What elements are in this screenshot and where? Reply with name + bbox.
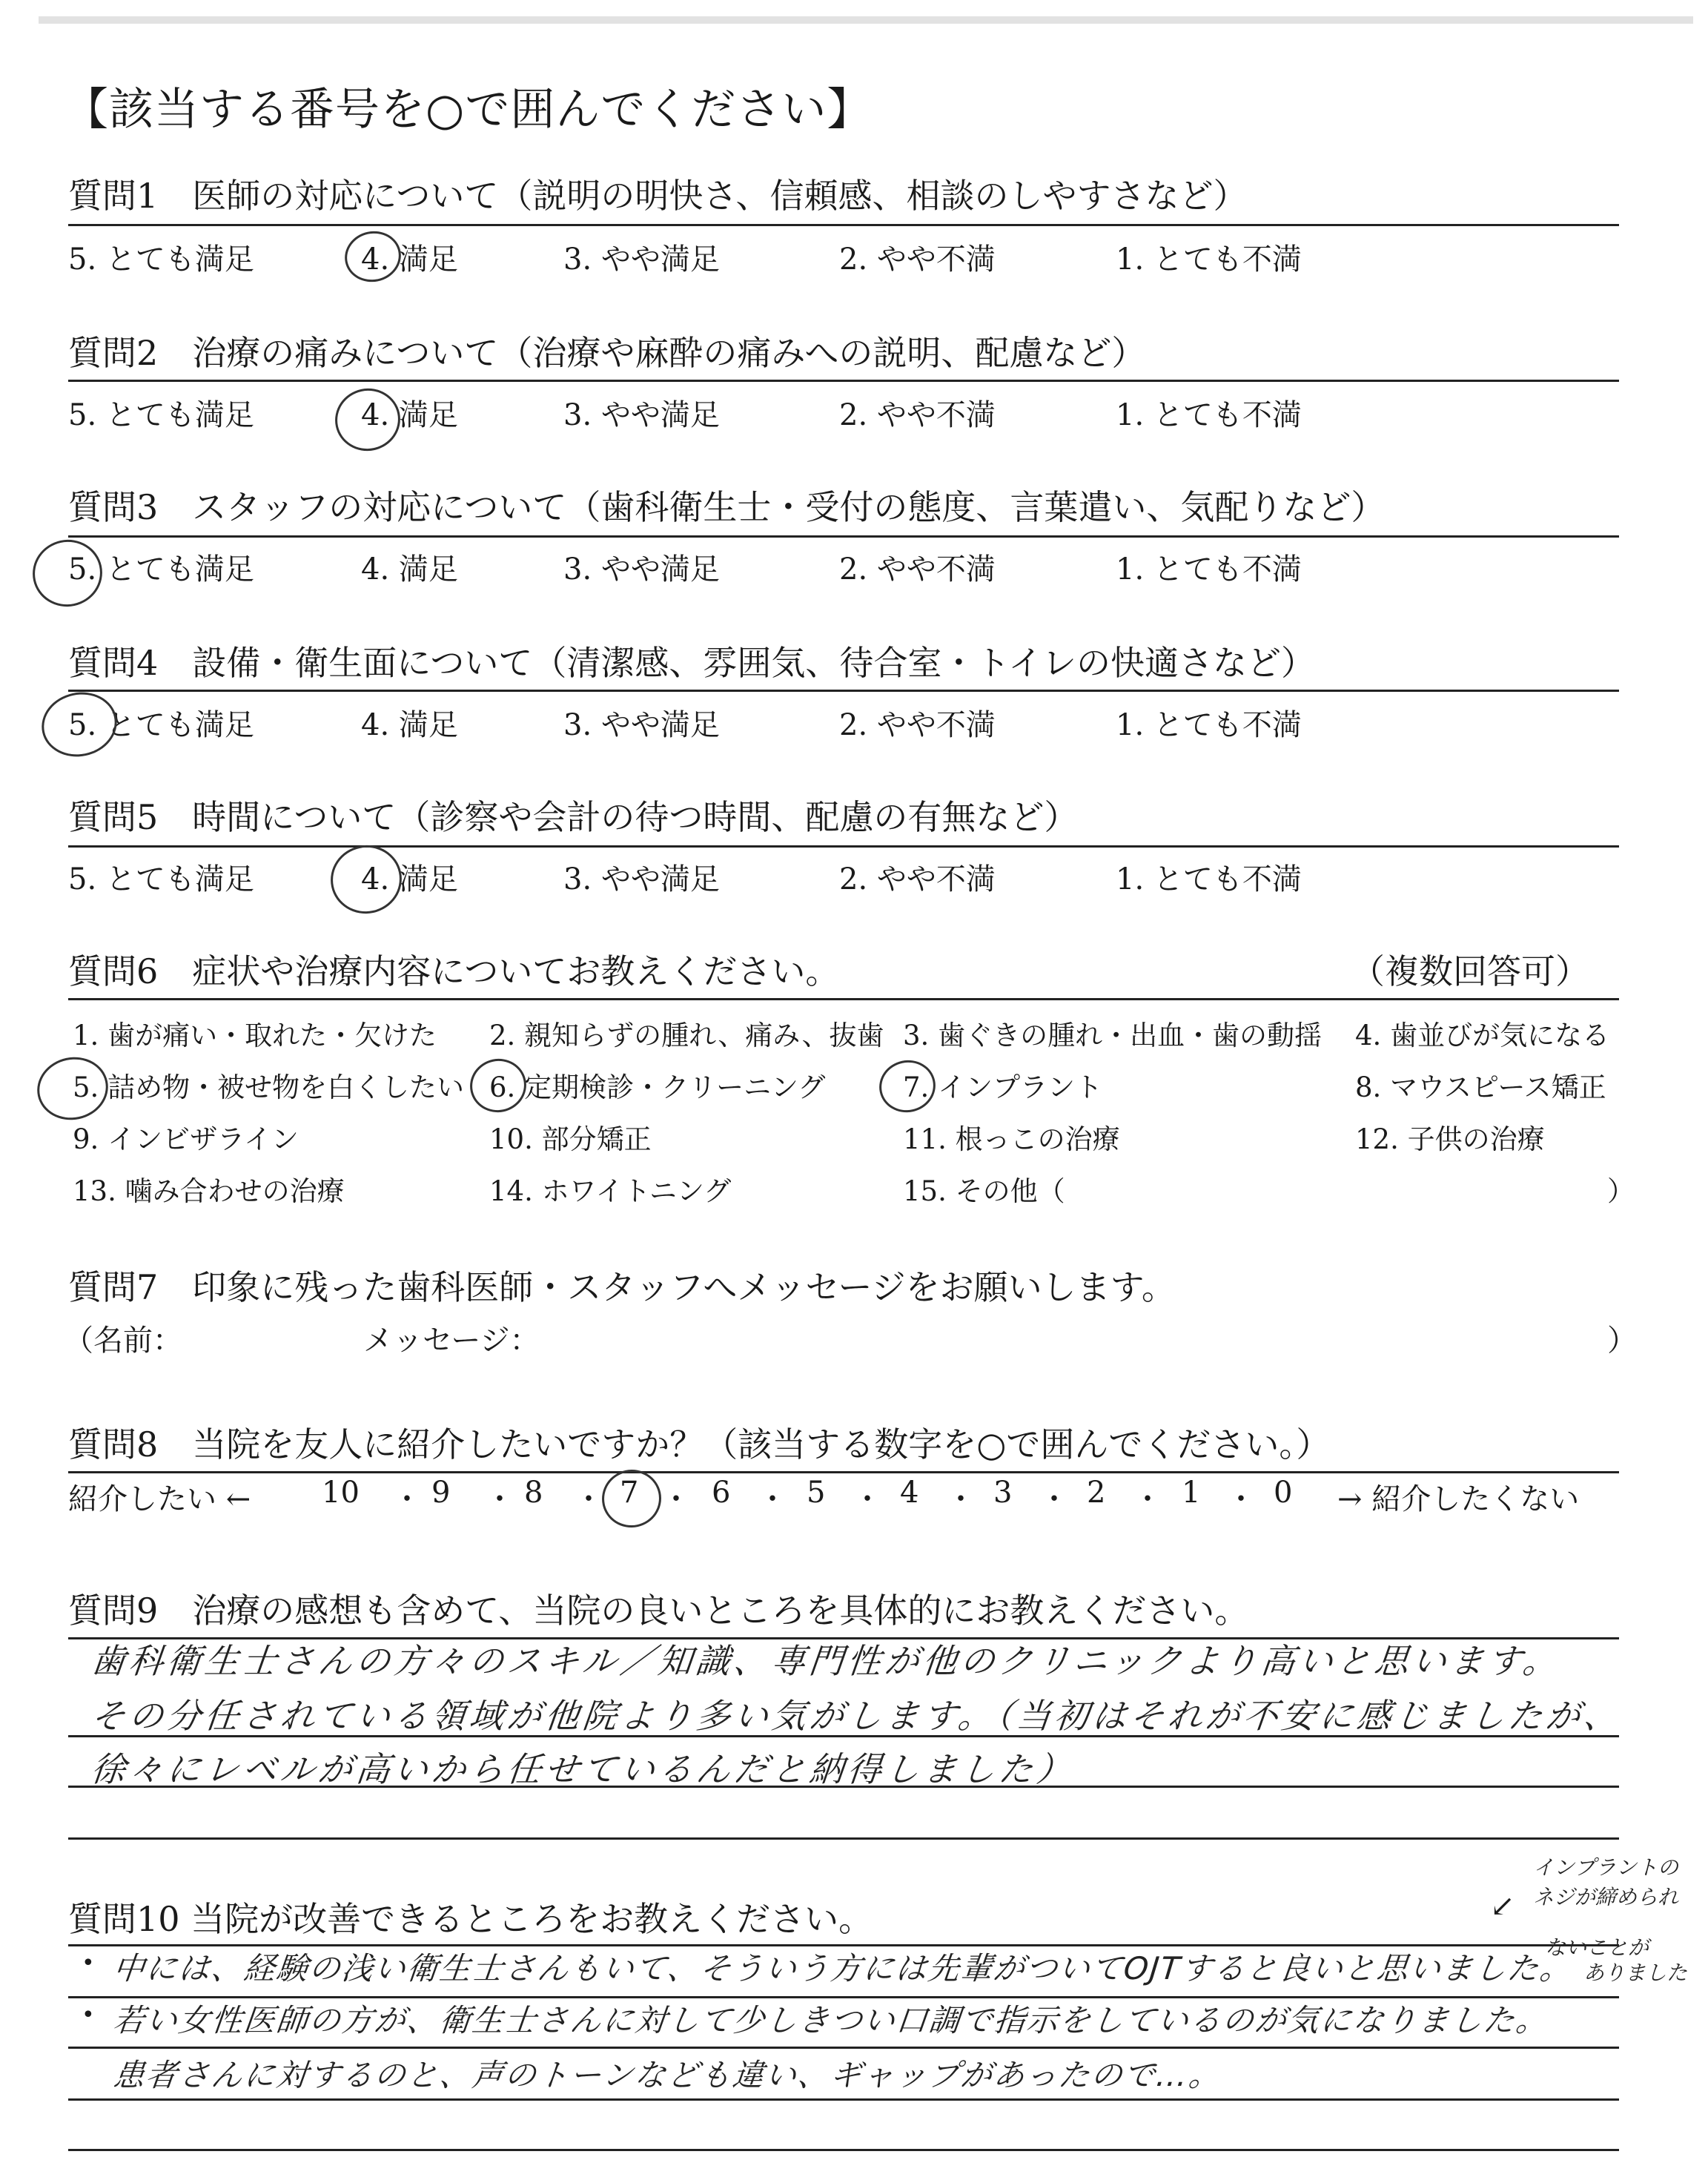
q6-other-close: ） [1607,1175,1635,1207]
q1-option-5[interactable]: 5. とても満足 [68,242,254,277]
q2-option-2[interactable]: 2. やや不満 [839,398,996,432]
q10-rule-4 [68,2098,1619,2101]
q8-scale-5[interactable]: 5 [807,1476,826,1510]
q5-rule [68,845,1619,848]
q10-rule-5 [68,2149,1619,2151]
q2-rule [68,380,1619,382]
q8-scale-1[interactable]: 1 [1182,1476,1201,1510]
q5-title: 質問5 時間について（診察や会計の待つ時間、配慮の有無など） [68,797,1079,837]
q10-side-note-line-1: インプラントの [1533,1855,1679,1880]
q2-option-5[interactable]: 5. とても満足 [68,398,254,432]
q5-selection-circle [324,839,408,920]
q8-scale-4[interactable]: 4 [900,1476,919,1510]
q1-title: 質問1 医師の対応について（説明の明快さ、信頼感、相談のしやすさなど） [68,176,1248,216]
q8-sep: ・ [485,1482,514,1516]
q6-option-1[interactable]: 1. 歯が痛い・取れた・欠けた [73,1020,437,1051]
q10-side-note-line-3: ないことが [1545,1935,1649,1960]
q9-answer-line-3: 徐々にレベルが高いから任せているんだと納得しました） [89,1749,1076,1789]
q6-option-2[interactable]: 2. 親知らずの腫れ、痛み、抜歯 [489,1020,884,1051]
q8-sep: ・ [1226,1482,1256,1516]
q1-rule [68,224,1619,226]
q8-title: 質問8 当院を友人に紹介したいですか？（該当する数字を○で囲んでください。） [68,1424,1331,1464]
q10-bullet-2: • [82,2002,95,2028]
q9-title: 質問9 治療の感想も含めて、当院の良いところを具体的にお教えください。 [68,1591,1249,1631]
q1-option-1[interactable]: 1. とても不満 [1116,242,1302,277]
q6-option-15[interactable]: 15. その他（ [903,1175,1065,1207]
q6-option-5[interactable]: 5. 詰め物・被せ物を白くしたい [73,1071,465,1103]
q3-option-1[interactable]: 1. とても不満 [1116,552,1302,587]
q7-name-label: （名前： [64,1324,182,1358]
q10-rule-3 [68,2047,1619,2049]
q2-option-4[interactable]: 4. 満足 [361,398,458,432]
q2-title: 質問2 治療の痛みについて（治療や麻酔の痛みへの説明、配慮など） [68,333,1146,373]
q10-title: 質問10 当院が改善できるところをお教えください。 [68,1899,873,1939]
q8-sep: ・ [661,1482,691,1516]
q8-left-label: 紹介したい ← [68,1482,251,1516]
q7-close: ） [1607,1324,1637,1358]
q5-option-3[interactable]: 3. やや満足 [563,862,720,896]
q5-option-1[interactable]: 1. とても不満 [1116,862,1302,896]
q4-option-3[interactable]: 3. やや満足 [563,708,720,742]
q8-scale-2[interactable]: 2 [1087,1476,1106,1510]
q2-option-1[interactable]: 1. とても不満 [1116,398,1302,432]
q9-rule-4 [68,1837,1619,1840]
q8-scale-3[interactable]: 3 [993,1476,1013,1510]
q6-selection-circle-6 [465,1054,531,1117]
q5-option-5[interactable]: 5. とても満足 [68,862,254,896]
q6-option-3[interactable]: 3. 歯ぐきの腫れ・出血・歯の動揺 [903,1020,1323,1051]
q10-side-note-line-4: ありました [1583,1961,1688,1985]
q1-option-3[interactable]: 3. やや満足 [563,242,720,277]
q3-title: 質問3 スタッフの対応について（歯科衛生士・受付の態度、言葉遣い、気配りなど） [68,487,1386,527]
q10-answer-line-1: 中には、経験の浅い衛生士さんもいて、そういう方には先輩がついてOJTすると良いと思いました。 [111,1950,1575,1986]
q4-selection-circle [36,685,123,763]
q6-option-7[interactable]: 7. インプラント [903,1071,1103,1103]
q6-option-13[interactable]: 13. 噛み合わせの治療 [73,1175,345,1207]
q3-option-5[interactable]: 5. とても満足 [68,552,254,587]
q6-option-4[interactable]: 4. 歯並びが気になる [1355,1020,1610,1051]
q6-option-8[interactable]: 8. マウスピース矯正 [1355,1071,1606,1103]
q6-option-6[interactable]: 6. 定期検診・クリーニング [489,1071,826,1103]
q6-option-10[interactable]: 10. 部分矯正 [489,1123,652,1155]
q8-sep: ・ [853,1482,882,1516]
q8-right-label: → 紹介したくない [1337,1482,1580,1516]
q6-option-12[interactable]: 12. 子供の治療 [1355,1123,1545,1155]
q10-answer-line-2: 若い女性医師の方が、衛生士さんに対して少しきつい口調で指示をしているのが気になりました。 [111,2002,1551,2038]
q8-sep: ・ [758,1482,787,1516]
q9-answer-line-1: 歯科衛生士さんの方々のスキル／知識、専門性が他のクリニックより高いと思います。 [89,1641,1563,1681]
q7-title: 質問7 印象に残った歯科医師・スタッフへメッセージをお願いします。 [68,1267,1176,1307]
q8-scale-7[interactable]: 7 [620,1476,639,1510]
q4-option-2[interactable]: 2. やや不満 [839,708,996,742]
q3-option-3[interactable]: 3. やや満足 [563,552,720,587]
q8-scale-6[interactable]: 6 [712,1476,731,1510]
q6-option-9[interactable]: 9. インビザライン [73,1123,299,1155]
q6-option-11[interactable]: 11. 根っこの治療 [903,1123,1120,1155]
q4-rule [68,690,1619,692]
q7-message-label: メッセージ： [363,1324,540,1358]
q8-scale-9[interactable]: 9 [431,1476,451,1510]
q6-title: 質問6 症状や治療内容についてお教えください。 [68,951,840,991]
q9-answer-line-2: その分任されている領域が他院より多い気がします。（当初はそれが不安に感じましたが、 [89,1696,1624,1736]
q10-side-note-arrow: ↙ [1490,1889,1515,1923]
q5-option-2[interactable]: 2. やや不満 [839,862,996,896]
q6-multiple-note: （複数回答可） [1351,951,1589,991]
q10-side-note-line-2: ネジが締められ [1533,1885,1679,1909]
q8-scale-10[interactable]: 10 [322,1476,360,1510]
q3-rule [68,535,1619,538]
q8-sep: ・ [392,1482,422,1516]
q8-sep: ・ [1133,1482,1162,1516]
q8-scale-8[interactable]: 8 [524,1476,543,1510]
q1-option-2[interactable]: 2. やや不満 [839,242,996,277]
q10-answer-line-3: 患者さんに対するのと、声のトーンなども違い、ギャップがあったので…。 [111,2057,1224,2093]
scan-top-edge [39,16,1693,24]
page-title: 【該当する番号を○で囲んでください】 [64,84,873,136]
q5-option-4[interactable]: 4. 満足 [361,862,458,896]
q1-option-4[interactable]: 4. 満足 [361,242,458,277]
q8-scale-0[interactable]: 0 [1274,1476,1293,1510]
q6-selection-circle-5 [31,1051,113,1126]
q10-bullet-1: • [82,1950,95,1976]
q4-title: 質問4 設備・衛生面について（清潔感、雰囲気、待合室・トイレの快適さなど） [68,643,1316,683]
q3-option-4[interactable]: 4. 満足 [361,552,458,587]
q8-rule [68,1471,1619,1473]
q6-option-14[interactable]: 14. ホワイトニング [489,1175,732,1207]
q4-option-1[interactable]: 1. とても不満 [1116,708,1302,742]
q2-option-3[interactable]: 3. やや満足 [563,398,720,432]
q3-option-2[interactable]: 2. やや不満 [839,552,996,587]
q8-selection-circle [597,1464,666,1533]
q6-rule [68,998,1619,1000]
q8-sep: ・ [946,1482,976,1516]
q8-sep: ・ [1039,1482,1069,1516]
q4-option-5[interactable]: 5. とても満足 [68,708,254,742]
q4-option-4[interactable]: 4. 満足 [361,708,458,742]
q8-sep: ・ [574,1482,603,1516]
